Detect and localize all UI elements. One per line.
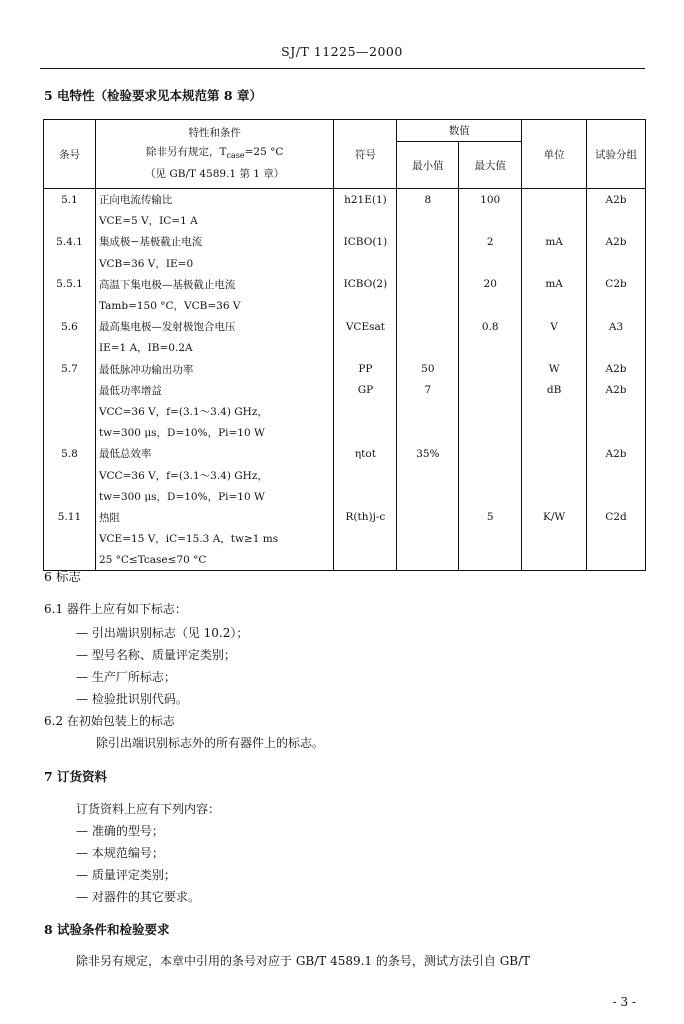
cell-min [397,528,459,549]
cell-max [459,210,522,231]
header-symbol: 符号 [334,120,397,189]
cell-group: A3 [587,316,646,337]
spec-table [43,119,646,566]
ordering-item: — 准确的型号； [76,824,164,838]
cell-symbol: GP [334,380,397,401]
cell-unit [522,528,587,549]
table-row [44,274,646,295]
cell-group: A2b [587,189,646,211]
cell-max [459,380,522,401]
cell-group [587,210,646,231]
cell-max: 20 [459,274,522,295]
cell-symbol [334,486,397,507]
cell-unit: mA [522,231,587,252]
header-char: 特性和条件 除非另有规定，$T_{case}=25$ °C （见 GB/T 4589.1 第 1 章） [95,120,334,189]
table-row [44,401,646,422]
cell-unit: K/W [522,507,587,528]
header-group: 试验分组 [587,120,646,189]
cell-unit [522,443,587,464]
cell-unit [522,401,587,422]
marking-item: — 生产厂所标志； [76,670,176,684]
header-rule [40,68,645,69]
table-row [44,422,646,443]
cell-clause [44,295,96,316]
cell-char: VCB=36 V，IE=0 [95,253,334,274]
clause-6-2-text: 除引出端识别标志外的所有器件上的标志。 [96,736,325,750]
cell-char: tw=300 μs，D=10%，Pi=10 W [95,486,334,507]
marking-item: — 引出端识别标志（见 10.2）； [76,626,249,640]
cell-unit [522,210,587,231]
header-min: 最小值 [397,142,459,189]
header-unit: 单位 [522,120,587,189]
cell-symbol [334,210,397,231]
cell-char: 25 °C≤Tcase≤70 °C [95,549,334,571]
table-row [44,253,646,274]
cell-unit [522,422,587,443]
cell-min [397,274,459,295]
cell-group [587,295,646,316]
cell-min: 50 [397,359,459,380]
cell-group [587,422,646,443]
cell-clause [44,253,96,274]
cell-unit [522,486,587,507]
cell-max [459,401,522,422]
cell-min [397,422,459,443]
cell-clause: 5.11 [44,507,96,528]
cell-clause: 5.5.1 [44,274,96,295]
cell-group [587,401,646,422]
cell-clause [44,528,96,549]
table-row [44,316,646,337]
section-5-title: 5 电特性（检验要求见本规范第 8 章） [44,88,262,103]
table-row [44,464,646,485]
cell-min: 35% [397,443,459,464]
cell-max: 2 [459,231,522,252]
cell-char: 最高集电极—发射极饱合电压 [95,316,334,337]
cell-clause: 5.1 [44,189,96,211]
cell-min [397,549,459,571]
cell-min: 7 [397,380,459,401]
cell-clause [44,380,96,401]
clause-6-1: 6.1 器件上应有如下标志： [44,602,187,616]
table-row [44,210,646,231]
cell-min [397,401,459,422]
cell-group [587,337,646,358]
cell-clause [44,337,96,358]
cell-symbol: PP [334,359,397,380]
cell-unit [522,337,587,358]
cell-max: 5 [459,507,522,528]
cell-clause [44,401,96,422]
cell-max [459,443,522,464]
cell-min [397,231,459,252]
table-row [44,380,646,401]
table-row [44,359,646,380]
table-row [44,528,646,549]
cell-min: 8 [397,189,459,211]
cell-symbol [334,401,397,422]
cell-char: IE=1 A，IB=0.2A [95,337,334,358]
cell-symbol: ICBO(1) [334,231,397,252]
cell-symbol [334,422,397,443]
table-row [44,231,646,252]
cell-min [397,486,459,507]
cell-clause [44,210,96,231]
header-max: 最大值 [459,142,522,189]
cell-max [459,528,522,549]
marking-item: — 型号名称、质量评定类别； [76,648,236,662]
cell-clause [44,422,96,443]
ordering-intro: 订货资料上应有下列内容： [76,802,221,816]
cell-char: VCE=15 V，iC=15.3 A，tw≥1 ms [95,528,334,549]
cell-char: 最低功率增益 [95,380,334,401]
cell-min [397,295,459,316]
cell-symbol [334,253,397,274]
header-value: 数值 [397,120,522,142]
cell-min [397,507,459,528]
cell-max [459,464,522,485]
cell-symbol: h21E(1) [334,189,397,211]
cell-char: 最低总效率 [95,443,334,464]
cell-char: Tamb=150 °C，VCB=36 V [95,295,334,316]
cell-char: VCC=36 V，f=(3.1～3.4) GHz， [95,401,334,422]
section-7-title: 7 订货资料 [44,769,108,784]
cell-group: A2b [587,231,646,252]
cell-char: tw=300 μs，D=10%，Pi=10 W [95,422,334,443]
header-clause: 条号 [44,120,96,189]
table-row [44,507,646,528]
cell-min [397,337,459,358]
table-row [44,443,646,464]
ordering-item: — 对器件的其它要求。 [76,890,200,904]
cell-symbol [334,549,397,571]
table-row [44,486,646,507]
cell-max [459,422,522,443]
clause-6-2: 6.2 在初始包装上的标志 [44,714,175,728]
document-number: SJ/T 11225—2000 [281,44,403,59]
section-8-text: 除非另有规定，本章中引用的条号对应于 GB/T 4589.1 的条号，测试方法引自 GB/T [76,954,531,968]
cell-group: A2b [587,443,646,464]
cell-max [459,549,522,571]
cell-max: 100 [459,189,522,211]
cell-clause [44,464,96,485]
cell-clause [44,486,96,507]
cell-symbol: ICBO(2) [334,274,397,295]
cell-group [587,464,646,485]
cell-symbol: VCEsat [334,316,397,337]
cell-symbol [334,337,397,358]
cell-max [459,359,522,380]
cell-unit: V [522,316,587,337]
page-number: - 3 - [612,995,636,1009]
cell-unit [522,253,587,274]
cell-group [587,528,646,549]
ordering-item: — 质量评定类别； [76,868,176,882]
cell-min [397,316,459,337]
cell-group: C2b [587,274,646,295]
table-row [44,337,646,358]
cell-char: VCC=36 V，f=(3.1～3.4) GHz， [95,464,334,485]
cell-char: VCE=5 V，IC=1 A [95,210,334,231]
cell-clause: 5.4.1 [44,231,96,252]
cell-group [587,486,646,507]
cell-group [587,549,646,571]
section-8-title: 8 试验条件和检验要求 [44,922,170,937]
table-row [44,549,646,571]
cell-unit [522,549,587,571]
table-row [44,189,646,211]
ordering-item: — 本规范编号； [76,846,164,860]
cell-symbol: R(th)j-c [334,507,397,528]
cell-symbol [334,295,397,316]
marking-item: — 检验批识别代码。 [76,692,188,706]
cell-max [459,337,522,358]
cell-group [587,253,646,274]
cell-unit [522,295,587,316]
cell-clause: 5.8 [44,443,96,464]
cell-max: 0.8 [459,316,522,337]
cell-min [397,253,459,274]
cell-unit [522,464,587,485]
cell-min [397,210,459,231]
cell-char: 高温下集电极—基极截止电流 [95,274,334,295]
cell-char: 集成极−基极截止电流 [95,231,334,252]
cell-group: C2d [587,507,646,528]
cell-char: 最低脉冲功输出功率 [95,359,334,380]
cell-max [459,295,522,316]
cell-unit: W [522,359,587,380]
table-row [44,295,646,316]
cell-char: 热阻 [95,507,334,528]
cell-clause: 5.7 [44,359,96,380]
cell-symbol [334,464,397,485]
cell-group: A2b [587,359,646,380]
cell-min [397,464,459,485]
cell-max [459,486,522,507]
cell-char: 正向电流传输比 [95,189,334,211]
cell-max [459,253,522,274]
cell-unit [522,189,587,211]
cell-clause: 5.6 [44,316,96,337]
cell-group: A2b [587,380,646,401]
section-6-title: 6 标志 [44,569,81,584]
cell-unit: mA [522,274,587,295]
cell-unit: dB [522,380,587,401]
cell-symbol: ηtot [334,443,397,464]
cell-symbol [334,528,397,549]
